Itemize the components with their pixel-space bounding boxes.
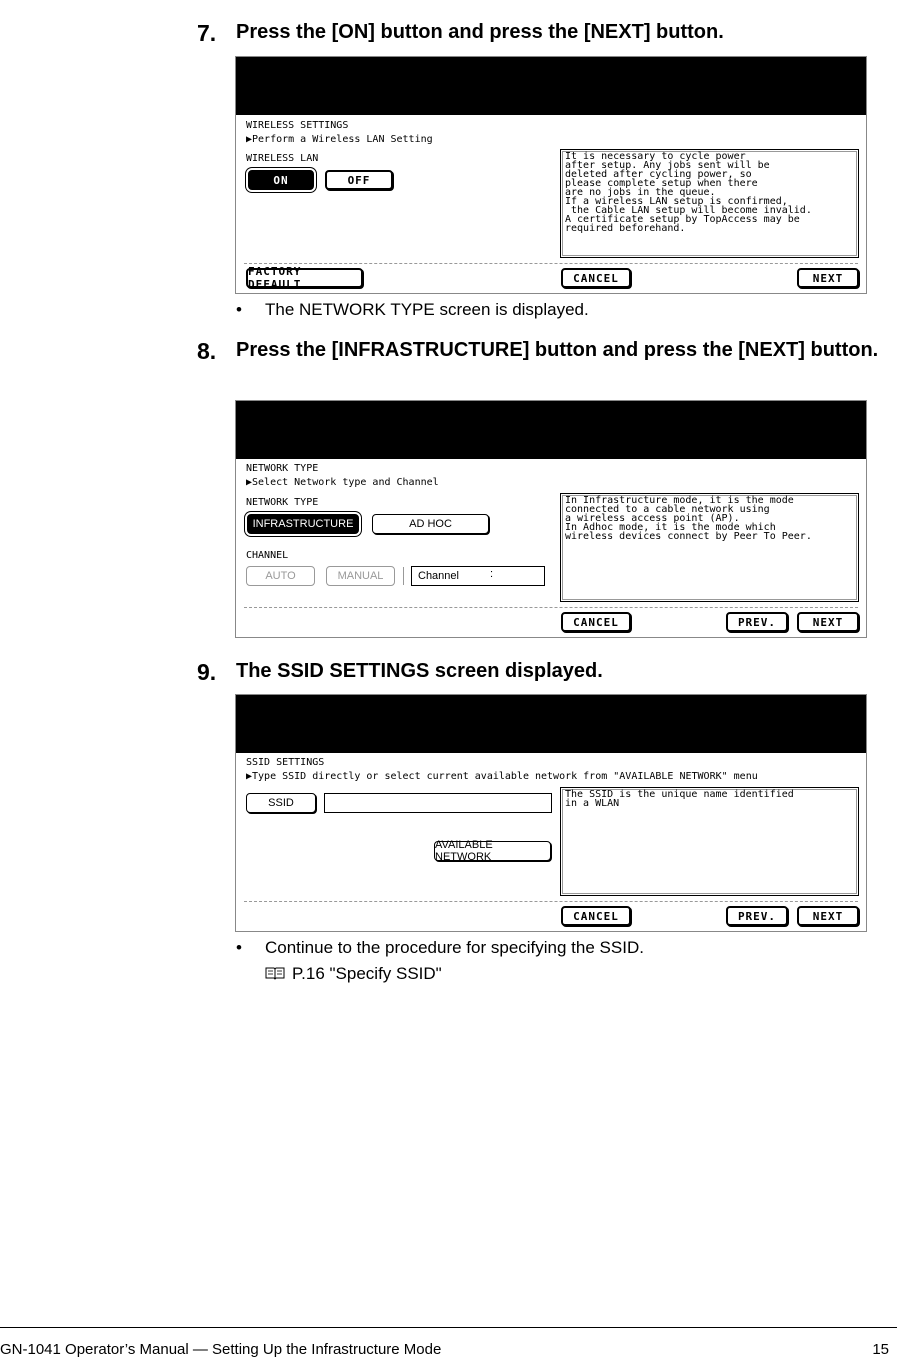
- off-button[interactable]: OFF: [325, 170, 393, 190]
- channel-field-label: Channel: [418, 570, 459, 582]
- prev-button[interactable]: PREV.: [726, 906, 788, 926]
- network-type-label: NETWORK TYPE: [246, 497, 319, 508]
- channel-label: CHANNEL: [246, 550, 289, 561]
- step-8-title: Press the [INFRASTRUCTURE] button and press the [NEXT] button.: [236, 339, 879, 361]
- factory-default-button[interactable]: FACTORY DEFAULT: [246, 268, 363, 288]
- footer-rule: [0, 1327, 897, 1328]
- screen-subheading: ▶Select Network type and Channel: [246, 477, 439, 488]
- on-button[interactable]: ON: [248, 170, 314, 190]
- wireless-lan-label: WIRELESS LAN: [246, 153, 319, 164]
- note-text: Continue to the procedure for specifying the SSID.: [265, 938, 644, 957]
- cancel-button[interactable]: CANCEL: [561, 612, 631, 632]
- next-button[interactable]: NEXT: [797, 612, 859, 632]
- screen-header-bar: [236, 401, 866, 459]
- step-7-title: Press the [ON] button and press the [NEXT] button.: [236, 21, 724, 43]
- adhoc-button[interactable]: AD HOC: [372, 514, 489, 534]
- wireless-settings-screen: [235, 56, 867, 294]
- bullet-dot: •: [236, 300, 242, 319]
- info-box: The SSID is the unique name identified in a WLAN: [560, 787, 859, 896]
- prev-button[interactable]: PREV.: [726, 612, 788, 632]
- manual-button[interactable]: MANUAL: [326, 566, 395, 586]
- channel-field[interactable]: [411, 566, 545, 586]
- cancel-button[interactable]: CANCEL: [561, 906, 631, 926]
- footer-title: GN-1041 Operator’s Manual — Setting Up the Infrastructure Mode: [0, 1341, 442, 1358]
- step-8-number: 8.: [197, 338, 217, 364]
- channel-field-separator: :: [490, 568, 494, 580]
- screen-heading: NETWORK TYPE: [246, 463, 319, 474]
- screen-heading: SSID SETTINGS: [246, 757, 325, 768]
- bullet-dot: •: [236, 938, 242, 957]
- available-network-button[interactable]: AVAILABLE NETWORK: [434, 841, 551, 861]
- divider: [244, 263, 858, 264]
- ssid-input[interactable]: [324, 793, 552, 813]
- info-box: In Infrastructure mode, it is the mode connected to a cable network using a wireless access point (AP). In Adhoc mode, it is the mode which wireless devices connect by Peer To Peer.: [560, 493, 859, 602]
- screen-header-bar: [236, 695, 866, 753]
- note-text: The NETWORK TYPE screen is displayed.: [265, 300, 589, 319]
- screen-subheading: ▶Perform a Wireless LAN Setting: [246, 134, 433, 145]
- divider: [244, 901, 858, 902]
- infrastructure-button[interactable]: INFRASTRUCTURE: [247, 514, 359, 534]
- divider: [244, 607, 858, 608]
- screen-heading: WIRELESS SETTINGS: [246, 120, 349, 131]
- next-button[interactable]: NEXT: [797, 906, 859, 926]
- ssid-settings-screen: [235, 694, 867, 932]
- step-9-number: 9.: [197, 659, 217, 685]
- channel-divider: [403, 567, 404, 585]
- step-7-number: 7.: [197, 20, 217, 46]
- reference-link-text[interactable]: P.16 "Specify SSID": [292, 964, 442, 983]
- info-box: It is necessary to cycle power after setup. Any jobs sent will be deleted after cycling power, so please complete setup when there are no jobs in the queue. If a wireless LAN setup is confirmed, the Cable LAN setup will become invalid. A certificate setup by TopAccess may be required beforehand.: [560, 149, 859, 258]
- screen-subheading: ▶Type SSID directly or select current available network from "AVAILABLE NETWORK" menu: [246, 771, 758, 782]
- auto-button[interactable]: AUTO: [246, 566, 315, 586]
- screen-header-bar: [236, 57, 866, 115]
- network-type-screen: [235, 400, 867, 638]
- page-number: 15: [872, 1341, 889, 1358]
- book-icon: [265, 966, 285, 980]
- ssid-button[interactable]: SSID: [246, 793, 316, 813]
- cancel-button[interactable]: CANCEL: [561, 268, 631, 288]
- next-button[interactable]: NEXT: [797, 268, 859, 288]
- step-9-title: The SSID SETTINGS screen displayed.: [236, 660, 603, 682]
